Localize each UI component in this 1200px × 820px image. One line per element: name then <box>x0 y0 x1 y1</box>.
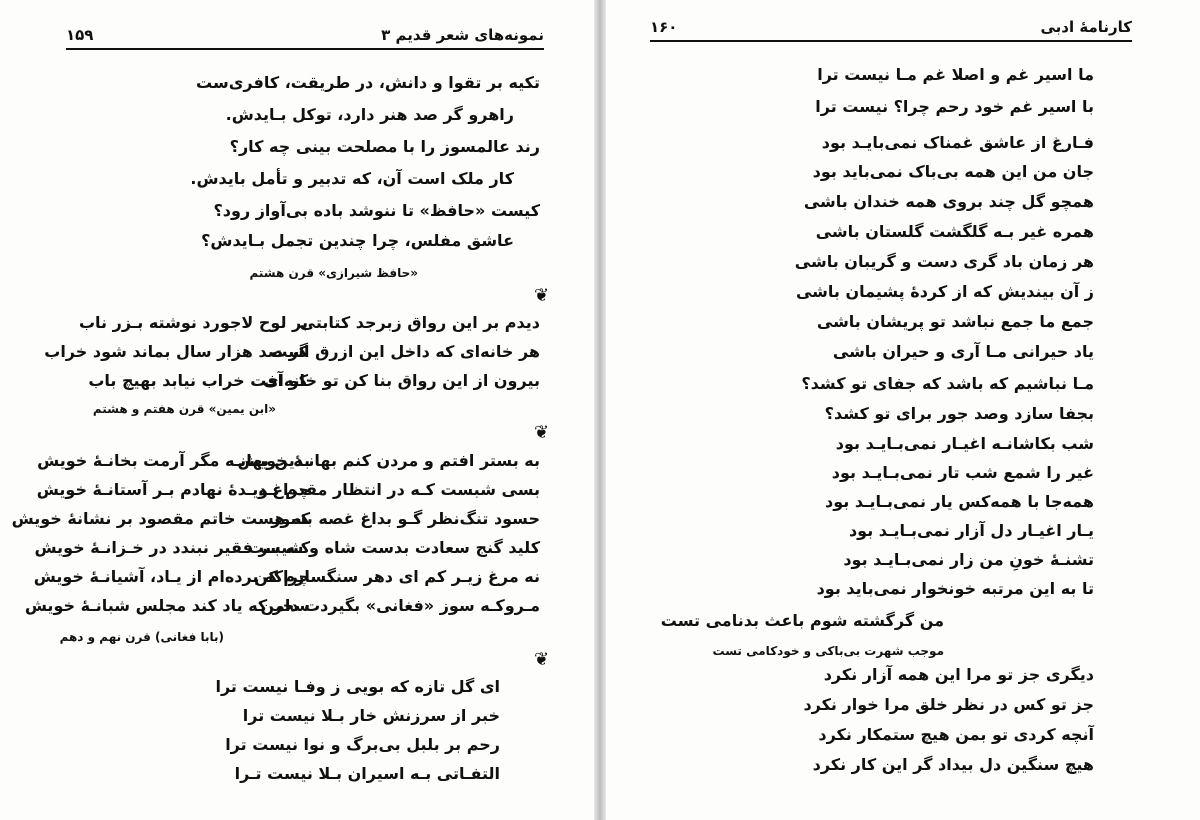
poem-line: کیست «حافظ» تا ننوشد باده بی‌آواز رود؟ <box>213 201 540 220</box>
poem-line: جان من این همه بی‌باک نمی‌باید بود <box>812 162 1094 181</box>
left-header-title: نمونه‌های شعر قدیم ۳ <box>381 26 544 44</box>
poem-line: خبر از سرزنش خار بـلا نیست ترا <box>242 706 500 725</box>
poem-line: غیر را شمع شب تار نمی‌بـایـد بود <box>831 463 1094 482</box>
poem-line: رحم بر بلبل بی‌برگ و نوا نیست ترا <box>225 735 500 754</box>
poem-line: همچو گل چند بروی همه خندان باشی <box>803 192 1094 211</box>
poem-line: بدین بهانـه مگر آرمت بخانـهٔ خویش <box>37 451 310 470</box>
poem-line: عاشق مفلس، چرا چندین تجمل بـایدش؟ <box>201 231 514 250</box>
poem-line: من گرگشته شوم باعث بدنامی تست <box>660 611 944 630</box>
poem-line: چراغ دیـدهٔ نهادم بـر آستانـهٔ خویش <box>36 480 310 499</box>
ornament-icon: ❦ <box>534 649 550 670</box>
poem-line: جز تو کس در نظر خلق مرا خوار نکرد <box>803 695 1094 714</box>
poem-line: مـروکـه سوز «فغانی» بگیردت دامن <box>260 596 540 615</box>
attribution: (بابا فغانی) قرن نهم و دهم <box>59 630 224 644</box>
ornament-icon: ❦ <box>534 285 550 306</box>
poem-line: هر زمان باد گری دست و گریبان باشی <box>794 252 1094 271</box>
poem-line: رند عالمسوز را با مصلحت بینی چه کار؟ <box>229 137 540 156</box>
poem-line: یـار اغیـار دل آزار نمی‌بـایـد بود <box>848 521 1094 540</box>
poem-line: هر خانه‌ای که داخل این ازرق است <box>271 342 540 361</box>
poem-line: ای گل تازه که بویی ز وفـا نیست ترا <box>215 677 500 696</box>
poem-line: تا به این مرتبه خونخوار نمی‌باید بود <box>816 579 1094 598</box>
right-page-number: ۱۶۰ <box>650 18 678 36</box>
poem-line: ما اسیر غم و اصلا غم مـا نیست ترا <box>817 65 1094 84</box>
poem-line: ز آن بیندیش که از کردهٔ پشیمان باشی <box>795 282 1094 301</box>
ornament-icon: ❦ <box>534 422 550 443</box>
poem-line: کار ملک است آن، که تدبیر و تأمل بایدش. <box>190 169 514 188</box>
attribution: «ابن یمین» قرن هفتم و هشتم <box>92 402 276 416</box>
left-page <box>0 0 594 820</box>
poem-line: هیچ سنگین دل بیداد گر این کار نکرد <box>812 755 1094 774</box>
book-gutter <box>594 0 606 820</box>
poem-line: که هست خاتم مقصود بر نشانهٔ خویش <box>11 509 310 528</box>
poem-line: نه مرغ زیـر کم ای دهر سنگسارم کن <box>254 567 540 586</box>
right-page-header <box>650 12 1132 42</box>
poem-line: شب بکاشانـه اغیـار نمی‌بـایـد بود <box>835 434 1094 453</box>
right-header-title: کارنامهٔ ادبی <box>1040 18 1132 36</box>
poem-line: کلید گنج سعادت بدست شاه و شیست <box>248 538 540 557</box>
poem-line: فـارغ از عاشق غمناک نمی‌بایـد بود <box>821 133 1094 152</box>
poem-line: گر صد هزار سال بماند شود خراب <box>44 342 308 361</box>
poem-line: راهرو گر صد هنر دارد، توکل بـایدش. <box>225 105 514 124</box>
poem-line: همه‌جا با همه‌کس یار نمی‌بـایـد بود <box>825 492 1094 511</box>
poem-line: تشنـهٔ خونِ من زار نمی‌بـایـد بود <box>843 550 1094 569</box>
attribution: «حافظ شیرازی» قرن هشتم <box>249 266 418 280</box>
poem-line: بر لوح لاجورد نوشته بـزر ناب <box>78 313 308 332</box>
poem-line: همره غیر بـه گلگشت گلستان باشی <box>815 222 1094 241</box>
poem-line: چراکه برده‌ام از یـاد، آشیانـهٔ خویش <box>33 567 310 586</box>
left-page-header <box>66 20 544 50</box>
left-page-number: ۱۵۹ <box>66 26 94 44</box>
poem-line: کو آفت خراب نیابد بهیچ باب <box>88 371 308 390</box>
poem-line: با اسیر غم خود رحم چرا؟ نیست ترا <box>815 97 1094 116</box>
poem-line: آنچه کردی تو بمن هیچ ستمکار نکرد <box>818 725 1094 744</box>
poem-line: تکیه بر تقوا و دانش، در طریقت، کافری‌ست <box>196 73 540 92</box>
poem-line: بسی شبست کـه در انتظار مقدم تـو <box>257 480 540 499</box>
poem-line: دیگری جز تو مرا این همه آزار نکرد <box>823 665 1094 684</box>
poem-line: التفـاتی بـه اسیران بـلا نیست تـرا <box>234 764 500 783</box>
poem-line: حسود تنگ‌نظر گـو بداغ غصه بسوز <box>271 509 540 528</box>
poem-line: کـه بـر فقیر نبندد در خـزانـهٔ خویش <box>34 538 310 557</box>
poem-line: به بستر افتم و مردن کنم بهانـهٔ خویش <box>237 451 540 470</box>
poem-line: سحر که یاد کند مجلس شبانـهٔ خویش <box>24 596 310 615</box>
poem-line: موجب شهرت بی‌باکی و خودکامی تست <box>712 644 944 658</box>
poem-line: بیرون از این رواق بنا کن تو خانه‌ای <box>263 371 540 390</box>
poem-line: دیدم بر این رواق زبرجد کتابتی <box>299 313 540 332</box>
poem-line: یاد حیرانی مـا آری و حیران باشی <box>832 342 1094 361</box>
poem-line: بجفا سازد وصد جور برای تو کشد؟ <box>824 404 1094 423</box>
poem-line: مـا نباشیم که باشد که جفای تو کشد؟ <box>801 374 1094 393</box>
poem-line: جمع ما جمع نباشد تو پریشان باشی <box>816 312 1094 331</box>
right-page <box>606 0 1200 820</box>
